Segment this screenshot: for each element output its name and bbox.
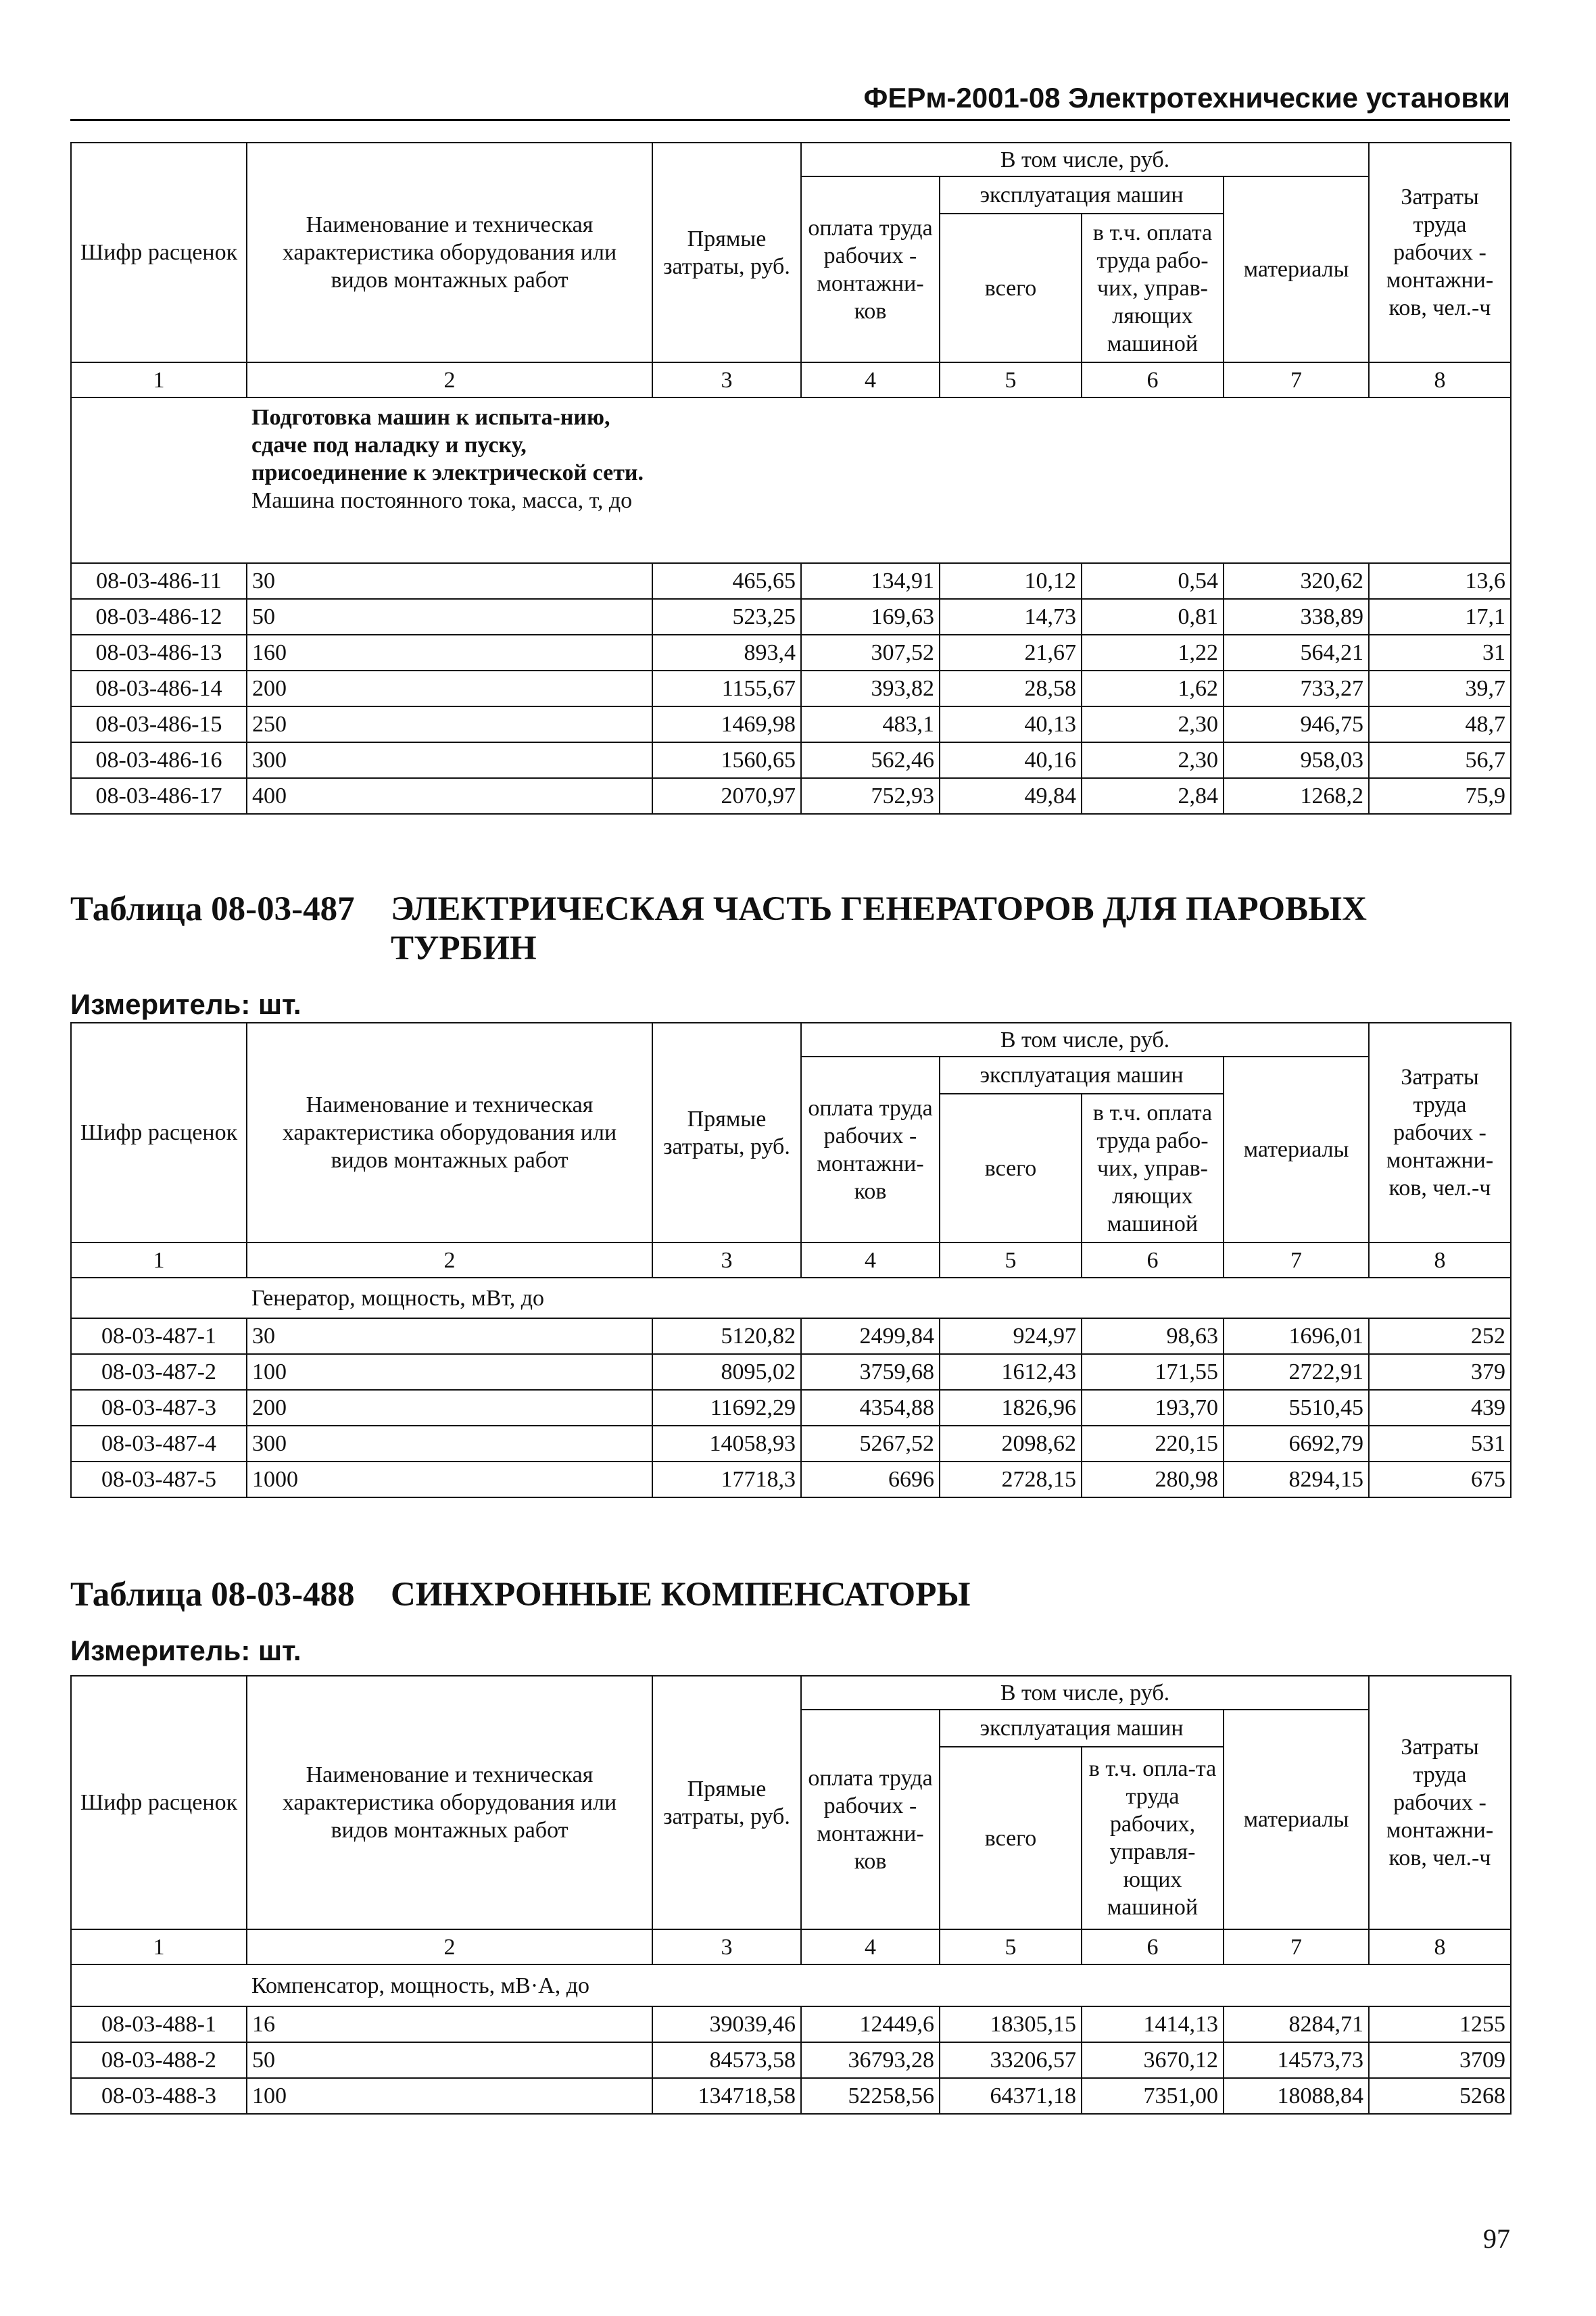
col-labor-costs-header: Затраты труда рабочих - монтажни-ков, чел.-ч <box>1369 1676 1511 1929</box>
table-row <box>71 778 1511 814</box>
table-row <box>71 1426 1511 1462</box>
cell-materials: 14573,73 <box>1224 2042 1369 2078</box>
cell-hours: 75,9 <box>1369 778 1511 814</box>
col-labor-header: оплата труда рабочих - монтажни-ков <box>801 1057 940 1243</box>
col-incl-header: В том числе, руб. <box>801 143 1369 176</box>
cell-code: 08-03-488-3 <box>71 2078 247 2114</box>
cell-operators: 0,81 <box>1082 599 1224 635</box>
cell-code: 08-03-486-15 <box>71 706 247 742</box>
col-machines-header: эксплуатация машин <box>940 1710 1224 1747</box>
table-row <box>71 1318 1511 1354</box>
cell-direct: 17718,3 <box>652 1462 801 1497</box>
cell-name: 16 <box>247 2006 652 2042</box>
table-487-name: ЭЛЕКТРИЧЕСКАЯ ЧАСТЬ ГЕНЕРАТОРОВ ДЛЯ ПАРОВЫХ ТУРБИН <box>391 890 1367 967</box>
table-row <box>71 671 1511 706</box>
cell-code: 08-03-487-1 <box>71 1318 247 1354</box>
col-machines-total-header: всего <box>940 1094 1082 1243</box>
cell-code: 08-03-487-3 <box>71 1390 247 1426</box>
cell-operators: 7351,00 <box>1082 2078 1224 2114</box>
col-machines-total-header: всего <box>940 214 1082 362</box>
cell-hours: 39,7 <box>1369 671 1511 706</box>
col-operators-header: в т.ч. опла-та труда рабочих, управля-ющих машиной <box>1082 1747 1224 1929</box>
cell-labor: 307,52 <box>801 635 940 671</box>
cell-name: 400 <box>247 778 652 814</box>
cell-operators: 1414,13 <box>1082 2006 1224 2042</box>
cell-code: 08-03-488-1 <box>71 2006 247 2042</box>
cell-code: 08-03-487-2 <box>71 1354 247 1390</box>
cell-code: 08-03-486-16 <box>71 742 247 778</box>
cell-materials: 733,27 <box>1224 671 1369 706</box>
cell-code: 08-03-487-5 <box>71 1462 247 1497</box>
cell-direct: 2070,97 <box>652 778 801 814</box>
cell-hours: 675 <box>1369 1462 1511 1497</box>
table-row <box>71 1462 1511 1497</box>
table-row <box>71 2078 1511 2114</box>
cell-code: 08-03-486-11 <box>71 563 247 599</box>
col-code-header: Шифр расценок <box>71 1023 247 1243</box>
col-operators-header: в т.ч. оплата труда рабо-чих, управ-ляющих машиной <box>1082 1094 1224 1243</box>
cell-machines: 64371,18 <box>940 2078 1082 2114</box>
cell-materials: 2722,91 <box>1224 1354 1369 1390</box>
table-row <box>71 1390 1511 1426</box>
cell-machines: 49,84 <box>940 778 1082 814</box>
group-header-bold: Подготовка машин к испыта-нию, сдаче под наладку и пуску, присоединение к электрической сети. <box>251 405 644 485</box>
cell-name: 1000 <box>247 1462 652 1497</box>
cell-machines: 14,73 <box>940 599 1082 635</box>
cell-direct: 1469,98 <box>652 706 801 742</box>
cell-name: 200 <box>247 671 652 706</box>
cell-materials: 958,03 <box>1224 742 1369 778</box>
cell-hours: 56,7 <box>1369 742 1511 778</box>
col-num-5: 5 <box>940 362 1082 397</box>
cell-direct: 893,4 <box>652 635 801 671</box>
cell-labor: 483,1 <box>801 706 940 742</box>
cell-hours: 3709 <box>1369 2042 1511 2078</box>
cell-labor: 6696 <box>801 1462 940 1497</box>
table-row <box>71 563 1511 599</box>
cell-hours: 531 <box>1369 1426 1511 1462</box>
cell-materials: 6692,79 <box>1224 1426 1369 1462</box>
col-incl-header: В том числе, руб. <box>801 1676 1369 1710</box>
cell-machines: 2098,62 <box>940 1426 1082 1462</box>
cell-code: 08-03-486-14 <box>71 671 247 706</box>
table-row <box>71 599 1511 635</box>
cell-materials: 338,89 <box>1224 599 1369 635</box>
cell-operators: 2,30 <box>1082 706 1224 742</box>
running-header: ФЕРм-2001-08 Электротехнические установки <box>70 80 1510 121</box>
cell-labor: 393,82 <box>801 671 940 706</box>
col-num-1: 1 <box>71 362 247 397</box>
cell-hours: 439 <box>1369 1390 1511 1426</box>
col-operators-header: в т.ч. оплата труда рабо-чих, управ-ляющих машиной <box>1082 214 1224 362</box>
cell-machines: 924,97 <box>940 1318 1082 1354</box>
cell-direct: 134718,58 <box>652 2078 801 2114</box>
cell-hours: 31 <box>1369 635 1511 671</box>
col-num-3: 3 <box>652 1929 801 1964</box>
cell-machines: 18305,15 <box>940 2006 1082 2042</box>
table-488-number: Таблица 08-03-488 <box>70 1576 355 1614</box>
cell-machines: 40,13 <box>940 706 1082 742</box>
cell-name: 160 <box>247 635 652 671</box>
col-code-header: Шифр расценок <box>71 1676 247 1929</box>
cell-labor: 4354,88 <box>801 1390 940 1426</box>
cell-code: 08-03-488-2 <box>71 2042 247 2078</box>
col-incl-header: В том числе, руб. <box>801 1023 1369 1057</box>
col-num-7: 7 <box>1224 1929 1369 1964</box>
cell-direct: 11692,29 <box>652 1390 801 1426</box>
col-materials-header: материалы <box>1224 176 1369 362</box>
col-machines-header: эксплуатация машин <box>940 1057 1224 1094</box>
cell-name: 200 <box>247 1390 652 1426</box>
cell-operators: 193,70 <box>1082 1390 1224 1426</box>
col-machines-total-header: всего <box>940 1747 1082 1929</box>
cell-labor: 169,63 <box>801 599 940 635</box>
cell-name: 50 <box>247 599 652 635</box>
cell-operators: 220,15 <box>1082 1426 1224 1462</box>
col-num-8: 8 <box>1369 1243 1511 1278</box>
cell-machines: 1612,43 <box>940 1354 1082 1390</box>
cell-labor: 5267,52 <box>801 1426 940 1462</box>
group-header: Компенсатор, мощность, мВ·А, до <box>247 1964 652 2006</box>
cell-direct: 465,65 <box>652 563 801 599</box>
col-materials-header: материалы <box>1224 1057 1369 1243</box>
col-num-5: 5 <box>940 1929 1082 1964</box>
cell-hours: 252 <box>1369 1318 1511 1354</box>
cell-operators: 280,98 <box>1082 1462 1224 1497</box>
cell-direct: 14058,93 <box>652 1426 801 1462</box>
col-direct-header: Прямые затраты, руб. <box>652 1676 801 1929</box>
cell-operators: 1,22 <box>1082 635 1224 671</box>
col-num-7: 7 <box>1224 1243 1369 1278</box>
col-num-8: 8 <box>1369 1929 1511 1964</box>
cell-direct: 523,25 <box>652 599 801 635</box>
table-486 <box>70 142 1512 815</box>
cell-hours: 5268 <box>1369 2078 1511 2114</box>
cell-machines: 28,58 <box>940 671 1082 706</box>
col-num-6: 6 <box>1082 1243 1224 1278</box>
col-code-header: Шифр расценок <box>71 143 247 362</box>
cell-labor: 752,93 <box>801 778 940 814</box>
group-header-normal: Машина постоянного тока, масса, т, до <box>251 488 633 513</box>
cell-materials: 320,62 <box>1224 563 1369 599</box>
col-num-7: 7 <box>1224 362 1369 397</box>
cell-name: 300 <box>247 742 652 778</box>
cell-labor: 2499,84 <box>801 1318 940 1354</box>
col-name-header: Наименование и техническая характеристика оборудования или видов монтажных работ <box>247 1676 652 1929</box>
table-487-title <box>70 890 1510 971</box>
col-num-1: 1 <box>71 1929 247 1964</box>
col-direct-header: Прямые затраты, руб. <box>652 143 801 362</box>
cell-materials: 18088,84 <box>1224 2078 1369 2114</box>
cell-name: 100 <box>247 2078 652 2114</box>
cell-labor: 12449,6 <box>801 2006 940 2042</box>
cell-name: 30 <box>247 563 652 599</box>
table-488-title <box>70 1575 1510 1616</box>
cell-machines: 21,67 <box>940 635 1082 671</box>
cell-hours: 379 <box>1369 1354 1511 1390</box>
cell-hours: 17,1 <box>1369 599 1511 635</box>
cell-direct: 8095,02 <box>652 1354 801 1390</box>
col-num-3: 3 <box>652 362 801 397</box>
table-487-unit: Измеритель: шт. <box>70 988 301 1020</box>
col-num-6: 6 <box>1082 362 1224 397</box>
table-row <box>71 2042 1511 2078</box>
cell-direct: 5120,82 <box>652 1318 801 1354</box>
col-num-2: 2 <box>247 1243 652 1278</box>
table-row <box>71 1354 1511 1390</box>
cell-operators: 0,54 <box>1082 563 1224 599</box>
cell-labor: 3759,68 <box>801 1354 940 1390</box>
col-name-header: Наименование и техническая характеристика оборудования или видов монтажных работ <box>247 1023 652 1243</box>
col-num-2: 2 <box>247 1929 652 1964</box>
cell-operators: 1,62 <box>1082 671 1224 706</box>
table-row <box>71 635 1511 671</box>
cell-labor: 52258,56 <box>801 2078 940 2114</box>
cell-machines: 33206,57 <box>940 2042 1082 2078</box>
cell-name: 100 <box>247 1354 652 1390</box>
cell-name: 50 <box>247 2042 652 2078</box>
col-num-4: 4 <box>801 362 940 397</box>
cell-direct: 1560,65 <box>652 742 801 778</box>
cell-direct: 1155,67 <box>652 671 801 706</box>
col-labor-header: оплата труда рабочих - монтажни-ков <box>801 176 940 362</box>
cell-hours: 48,7 <box>1369 706 1511 742</box>
cell-code: 08-03-486-13 <box>71 635 247 671</box>
cell-operators: 3670,12 <box>1082 2042 1224 2078</box>
col-num-4: 4 <box>801 1929 940 1964</box>
cell-materials: 946,75 <box>1224 706 1369 742</box>
table-488-unit: Измеритель: шт. <box>70 1635 301 1666</box>
col-num-8: 8 <box>1369 362 1511 397</box>
cell-name: 300 <box>247 1426 652 1462</box>
cell-materials: 8284,71 <box>1224 2006 1369 2042</box>
cell-labor: 36793,28 <box>801 2042 940 2078</box>
cell-machines: 1826,96 <box>940 1390 1082 1426</box>
cell-operators: 98,63 <box>1082 1318 1224 1354</box>
cell-machines: 2728,15 <box>940 1462 1082 1497</box>
cell-name: 250 <box>247 706 652 742</box>
cell-direct: 84573,58 <box>652 2042 801 2078</box>
table-488-name: СИНХРОННЫЕ КОМПЕНСАТОРЫ <box>391 1576 971 1614</box>
cell-materials: 1696,01 <box>1224 1318 1369 1354</box>
table-487-number: Таблица 08-03-487 <box>70 890 355 928</box>
cell-materials: 5510,45 <box>1224 1390 1369 1426</box>
cell-machines: 40,16 <box>940 742 1082 778</box>
cell-code: 08-03-486-12 <box>71 599 247 635</box>
cell-operators: 2,84 <box>1082 778 1224 814</box>
col-labor-costs-header: Затраты труда рабочих - монтажни-ков, чел.-ч <box>1369 1023 1511 1243</box>
col-name-header: Наименование и техническая характеристика оборудования или видов монтажных работ <box>247 143 652 362</box>
col-labor-header: оплата труда рабочих - монтажни-ков <box>801 1710 940 1929</box>
table-488 <box>70 1675 1512 2115</box>
table-row <box>71 706 1511 742</box>
col-labor-costs-header: Затраты труда рабочих - монтажни-ков, чел.-ч <box>1369 143 1511 362</box>
cell-materials: 1268,2 <box>1224 778 1369 814</box>
col-num-6: 6 <box>1082 1929 1224 1964</box>
group-header <box>247 397 652 563</box>
col-num-2: 2 <box>247 362 652 397</box>
cell-direct: 39039,46 <box>652 2006 801 2042</box>
cell-materials: 564,21 <box>1224 635 1369 671</box>
cell-operators: 2,30 <box>1082 742 1224 778</box>
group-header: Генератор, мощность, мВт, до <box>247 1278 652 1318</box>
cell-hours: 1255 <box>1369 2006 1511 2042</box>
col-machines-header: эксплуатация машин <box>940 176 1224 214</box>
col-num-1: 1 <box>71 1243 247 1278</box>
table-row <box>71 742 1511 778</box>
cell-hours: 13,6 <box>1369 563 1511 599</box>
cell-code: 08-03-487-4 <box>71 1426 247 1462</box>
table-487 <box>70 1022 1512 1498</box>
cell-operators: 171,55 <box>1082 1354 1224 1390</box>
col-materials-header: материалы <box>1224 1710 1369 1929</box>
cell-labor: 562,46 <box>801 742 940 778</box>
col-direct-header: Прямые затраты, руб. <box>652 1023 801 1243</box>
cell-machines: 10,12 <box>940 563 1082 599</box>
table-row <box>71 2006 1511 2042</box>
cell-name: 30 <box>247 1318 652 1354</box>
col-num-4: 4 <box>801 1243 940 1278</box>
cell-materials: 8294,15 <box>1224 1462 1369 1497</box>
cell-code: 08-03-486-17 <box>71 778 247 814</box>
col-num-3: 3 <box>652 1243 801 1278</box>
col-num-5: 5 <box>940 1243 1082 1278</box>
cell-labor: 134,91 <box>801 563 940 599</box>
page-number: 97 <box>1483 2223 1510 2254</box>
